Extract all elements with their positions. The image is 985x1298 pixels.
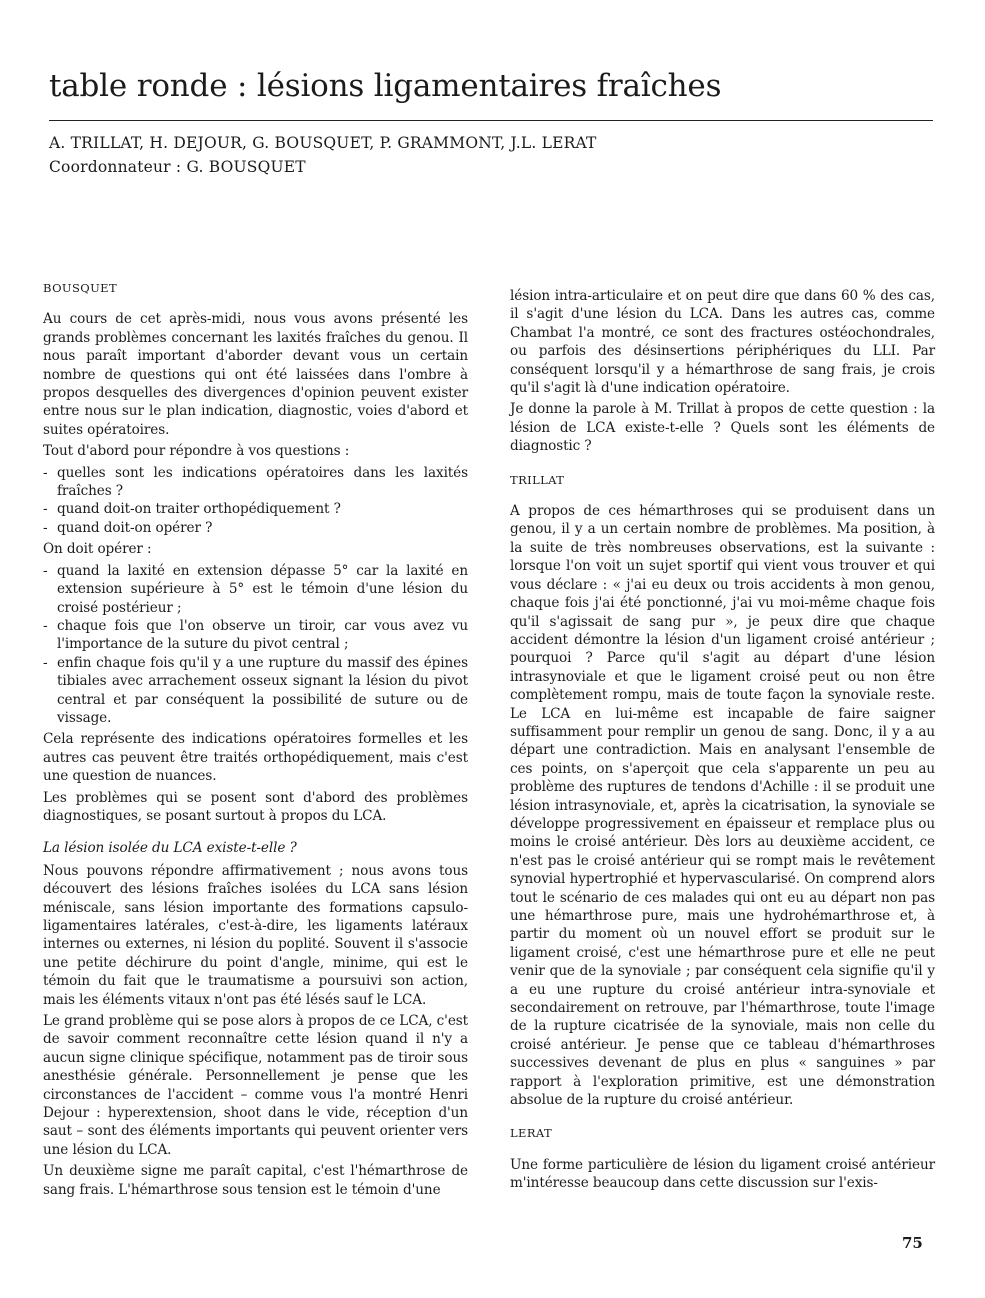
section-subheading: La lésion isolée du LCA existe-t-elle ?: [43, 840, 297, 857]
paragraph: Une forme particulière de lésion du ligament croisé antérieur m'intéresse beaucoup dans cette discussion sur l'exis-: [510, 1156, 935, 1192]
indication-list: [43, 562, 468, 728]
page-number: 75: [902, 1234, 923, 1252]
paragraph: Tout d'abord pour répondre à vos questions :: [43, 443, 350, 460]
speaker-label: TRILLAT: [510, 472, 565, 487]
paragraph: Les problèmes qui se posent sont d'abord des problèmes diagnostiques, se posant surtout à propos du LCA.: [43, 789, 468, 824]
paragraph: Cela représente des indications opératoires formelles et les autres cas peuvent être traités orthopédiquement, mais c'est une question de nuances.: [43, 731, 468, 785]
list-item: - chaque fois que l'on observe un tiroir, car vous avez vu l'importance de la suture du pivot central ;: [43, 617, 468, 654]
right-column: [510, 287, 935, 1196]
list-item: - quelles sont les indications opératoires dans les laxités fraîches ?: [43, 464, 468, 501]
left-column: [43, 279, 468, 1202]
paragraph: Au cours de cet après-midi, nous vous avons présenté les grands problèmes concernant les laxités fraîches du genou. Il nous paraît important d'aborder devant vous un certain nombre de questions qui ont été laissées dans l'ombre à propos desquelles des divergences d'opinion peuvent exister entre nous sur le plan indication, diagnostic, voies d'abord et suites opératoires.: [43, 311, 468, 438]
paragraph: Nous pouvons répondre affirmativement ; nous avons tous découvert des lésions fraîches isolées du LCA sans lésion méniscale, sans lésion importante des formations capsulo-ligamentaires latérales, c'est-à-dire, les ligaments latéraux internes ou externes, ni lésion du poplité. Souvent il s'associe une petite déchirure du point d'angle, minime, qui est le témoin du fait que le traumatisme a poursuivi son action, mais les éléments vitaux n'ont pas été lésés sauf le LCA.: [43, 862, 468, 1008]
list-item: - enfin chaque fois qu'il y a une rupture du massif des épines tibiales avec arrachement osseux signant la lésion du pivot central et par conséquent la possibilité de suture ou de vissage.: [43, 654, 468, 728]
author-list: A. TRILLAT, H. DEJOUR, G. BOUSQUET, P. GRAMMONT, J.L. LERAT: [49, 134, 597, 152]
list-item: - quand la laxité en extension dépasse 5° car la laxité en extension supérieure à 5° est le témoin d'une lésion du croisé postérieur ;: [43, 562, 468, 617]
paragraph: Le grand problème qui se pose alors à propos de ce LCA, c'est de savoir comment reconnaître cette lésion quand il n'y a aucun signe clinique spécifique, notamment pas de tiroir sous anesthésie générale. Personnellement je pense que les circonstances de l'accident – comme vous l'a montré Henri Dejour : hyperextension, shoot dans le vide, réception d'un saut – sont des éléments importants qui peuvent orienter vers une lésion du LCA.: [43, 1013, 468, 1158]
paragraph: A propos de ces hémarthroses qui se produisent dans un genou, il y a un certain nombre de problèmes. Ma position, à la suite de très nombreuses observations, est la suivante : lorsque l'on voit un sujet sportif qui vient vous trouver et qui vous déclare : « j'ai eu deux ou trois accidents à mon genou, chaque fois j'ai été ponctionné, j'ai vu moi-même chaque fois qu'il s'agissait de sang pur », je peux dire que chaque accident démontre la lésion d'un ligament croisé antérieur ; pourquoi ? Parce qu'il s'agit au départ d'une lésion intrasynoviale et que le ligament croisé peut ou non être complètement rompu, mais de toute façon la synoviale reste. Le LCA en lui-même est incapable de faire saigner suffisamment pour remplir un genou de sang. Donc, il y a au départ une contradiction. Mais en analysant l'ensemble de ces points, on s'aperçoit que cela s'apparente un peu au problème des ruptures de tendons d'Achille : il se produit une lésion intrasynoviale, et, après la cicatrisation, la synoviale se développe progressivement en épaisseur et remplace plus ou moins le croisé antérieur. Dès lors au deuxième accident, ce n'est pas le croisé antérieur qui se rompt mais le revêtement synovial hypertrophié et hypervascularisé. On comprend alors tout le scénario de ces malades qui ont eu au départ non pas une hémarthrose pure, mais une hydrohémarthrose et, à partir du moment où un nouvel effort se produit sur le ligament croisé, c'est une hémarthrose pure et elle ne peut venir que de la synoviale ; par conséquent cela signifie qu'il y a eu une rupture du croisé antérieur intra-synoviale et secondairement on retrouve, par l'hémarthrose, toute l'image de la rupture cicatrisée de la synoviale, mais non celle du croisé antérieur. Je pense que ce tableau d'hémarthroses successives devenant de plus en plus « sanguines » par rapport à l'exploration primitive, est une démonstration absolue de la rupture du croisé antérieur.: [510, 503, 935, 1109]
speaker-label: BOUSQUET: [43, 281, 118, 295]
question-list: [43, 464, 468, 538]
paragraph: lésion intra-articulaire et on peut dire que dans 60 % des cas, il s'agit d'une lésion du LCA. Dans les autres cas, comme Chambat l'a montré, ce sont des fractures ostéochondrales, ou parfois des désinsertions périphériques du LLI. Par conséquent lorsqu'il y a hémarthrose de sang frais, je crois qu'il s'agit là d'une indication opératoire.: [510, 288, 935, 397]
list-item: - quand doit-on traiter orthopédiquement ?: [43, 500, 468, 518]
paragraph: On doit opérer :: [43, 541, 152, 558]
speaker-label: LERAT: [510, 1126, 553, 1141]
paragraph: Un deuxième signe me paraît capital, c'est l'hémarthrose de sang frais. L'hémarthrose sous tension est le témoin d'une: [43, 1163, 468, 1198]
list-item: - quand doit-on opérer ?: [43, 519, 468, 537]
title-rule: [49, 120, 933, 121]
paragraph: Je donne la parole à M. Trillat à propos de cette question : la lésion de LCA existe-t-elle ? Quels sont les éléments de diagnostic ?: [510, 401, 935, 455]
article-title: table ronde : lésions ligamentaires fraîches: [49, 68, 722, 104]
coordinator-line: Coordonnateur : G. BOUSQUET: [49, 158, 306, 176]
